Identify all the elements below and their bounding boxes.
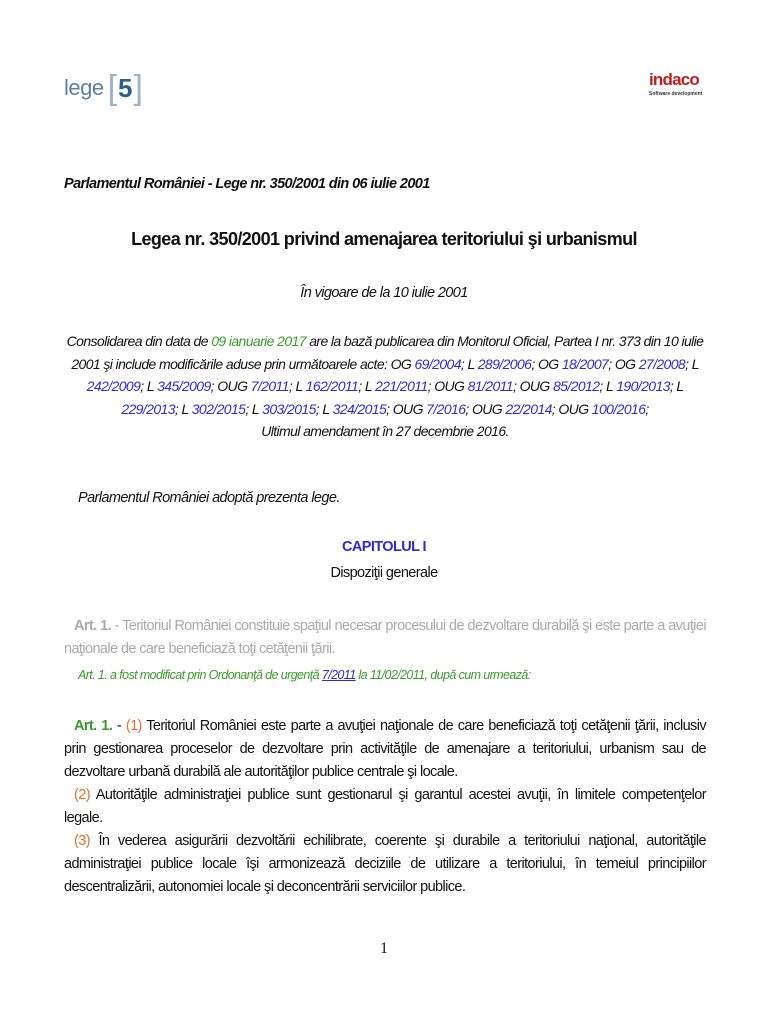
logo-word: lege: [64, 75, 104, 100]
act-separator: ;: [288, 378, 296, 394]
act-type: L: [181, 400, 192, 417]
act-separator: ;: [465, 400, 472, 417]
new-article-sep: -: [112, 718, 126, 734]
act-link[interactable]: 7/2011: [250, 378, 289, 394]
amendment-note: [78, 668, 531, 682]
act-link[interactable]: 324/2015: [332, 400, 387, 417]
act-type: L: [467, 355, 478, 372]
chapter-title: CAPITOLUL I: [342, 539, 426, 555]
act-link[interactable]: 302/2015: [191, 400, 246, 417]
amendment-note-suffix: la 11/02/2011, după cum urmează:: [355, 668, 531, 682]
old-article-sep: -: [111, 618, 123, 634]
act-separator: ;: [608, 355, 615, 372]
act-separator: ;: [551, 400, 559, 417]
act-type: OUG: [392, 400, 427, 417]
act-link[interactable]: 7/2016: [426, 400, 466, 417]
act-link[interactable]: 81/2011: [467, 378, 513, 394]
consolidation-date: 09 ianuarie 2017: [211, 333, 306, 349]
act-separator: ;: [358, 378, 365, 394]
paragraph-1: [64, 715, 706, 784]
consolidation-block: [64, 330, 706, 443]
act-link[interactable]: 27/2008: [638, 355, 686, 372]
act-link[interactable]: 190/2013: [616, 378, 670, 394]
act-link[interactable]: 100/2016: [591, 400, 646, 417]
act-type: OUG: [519, 378, 553, 394]
act-separator: ;: [427, 378, 435, 394]
act-link[interactable]: 85/2012: [552, 378, 600, 394]
act-link[interactable]: 22/2014: [505, 400, 552, 417]
act-separator: ;: [512, 378, 520, 394]
act-type: L: [605, 378, 617, 394]
act-link[interactable]: 229/2013: [121, 400, 175, 417]
issuer-line: Parlamentul României - Lege nr. 350/2001 din 06 iulie 2001: [64, 176, 430, 192]
act-link[interactable]: 303/2015: [262, 400, 316, 417]
act-separator: ;: [245, 400, 252, 417]
act-separator: ;: [669, 378, 677, 394]
act-link[interactable]: 242/2009: [86, 378, 141, 394]
amendment-note-prefix: Art. 1. a fost modificat prin Ordonanţă de urgenţă: [78, 668, 322, 682]
in-force-date: În vigoare de la 10 iulie 2001: [300, 285, 468, 301]
act-separator: ;: [315, 400, 323, 417]
lege5-logo: [64, 70, 143, 106]
act-type: L: [251, 400, 263, 417]
paragraph-2: [64, 784, 706, 830]
act-separator: ;: [174, 400, 182, 417]
act-separator: ;: [460, 355, 468, 372]
act-link[interactable]: 289/2006: [477, 355, 532, 372]
old-article: [64, 615, 706, 661]
paragraph-1-number: (1): [125, 718, 142, 734]
act-type: L: [364, 378, 376, 394]
indaco-logo: [649, 70, 701, 110]
act-type: OUG: [558, 400, 592, 417]
document-title: Legea nr. 350/2001 privind amenajarea teritoriului şi urbanismul: [131, 229, 637, 249]
new-article: [64, 715, 706, 899]
paragraph-3-number: (3): [74, 833, 90, 849]
adoption-statement: Parlamentul României adoptă prezenta lege.: [78, 490, 340, 506]
indaco-logo-word: indaco: [649, 70, 699, 89]
logo-bracket-open: [: [107, 69, 118, 107]
act-link[interactable]: 221/2011: [375, 378, 428, 394]
act-separator: ;: [599, 378, 606, 394]
chapter-subtitle: Dispoziţii generale: [330, 565, 438, 581]
act-type: OG: [614, 355, 639, 372]
indaco-logo-tagline: Software development: [649, 91, 703, 97]
act-separator: ;: [645, 400, 649, 417]
paragraph-3-text: În vederea asigurării dezvoltării echilibrate, coerente şi durabile a teritoriului naţional, autorităţile administraţiei publice locale îşi armonizează deciziile de utilizare a teritoriului, în temeiul principiilor descentralizării, autonomiei locale şi deconcentrării serviciilor publice.: [64, 833, 706, 895]
consolidation-prefix: Consolidarea din data de: [66, 333, 212, 349]
act-separator: ;: [531, 355, 538, 372]
last-amendment: Ultimul amendament în 27 decembrie 2016.: [261, 423, 509, 439]
act-type: OG: [537, 355, 562, 372]
act-type: L: [676, 378, 684, 394]
page-number: 1: [380, 940, 388, 957]
old-article-text: Teritoriul României constituie spaţiul necesar procesului de dezvoltare durabilă şi este parte a avuţiei naţionale de care beneficiază toţi cetăţenii ţării.: [64, 618, 706, 657]
paragraph-3: [64, 830, 706, 899]
act-link[interactable]: 69/2004: [414, 355, 461, 372]
act-link[interactable]: 18/2007: [561, 355, 609, 372]
act-link[interactable]: 345/2009: [157, 378, 211, 394]
act-separator: ;: [685, 355, 692, 372]
act-type: L: [146, 378, 158, 394]
paragraph-2-number: (2): [74, 787, 90, 803]
new-article-label: Art. 1.: [74, 718, 113, 734]
old-article-label: Art. 1.: [74, 618, 112, 634]
act-type: L: [295, 378, 306, 394]
act-type: OUG: [471, 400, 506, 417]
act-type: OG: [390, 355, 415, 372]
amendment-link[interactable]: 7/2011: [321, 668, 356, 682]
act-type: OUG: [434, 378, 468, 394]
paragraph-1-text: Teritoriul României este parte a avuţiei naţionale de care beneficiază toţi cetăţenii ţării, inclusiv prin gestionarea proceselor de dezvoltare prin activităţile de amenajare a teritoriului, urbanism sau de dezvoltare urbană durabilă ale autorităţilor publice centrale şi locale.: [64, 718, 706, 780]
act-separator: ;: [140, 378, 147, 394]
act-type: L: [322, 400, 333, 417]
logo-number: 5: [118, 72, 133, 103]
act-link[interactable]: 162/2011: [305, 378, 359, 394]
act-separator: ;: [210, 378, 218, 394]
act-separator: ;: [386, 400, 393, 417]
paragraph-2-text: Autorităţile administraţiei publice sunt gestionarul şi garantul acestei avuţii, în limitele competenţelor legale.: [64, 787, 706, 826]
act-type: OUG: [217, 378, 251, 394]
act-type: L: [691, 355, 699, 372]
logo-bracket-close: ]: [133, 69, 143, 107]
consolidation-mid: are la bază publicarea din Monitorul Oficial, Partea I nr. 373 din 10 iulie 2001 şi include modificările aduse prin următoarele acte:: [71, 333, 704, 372]
